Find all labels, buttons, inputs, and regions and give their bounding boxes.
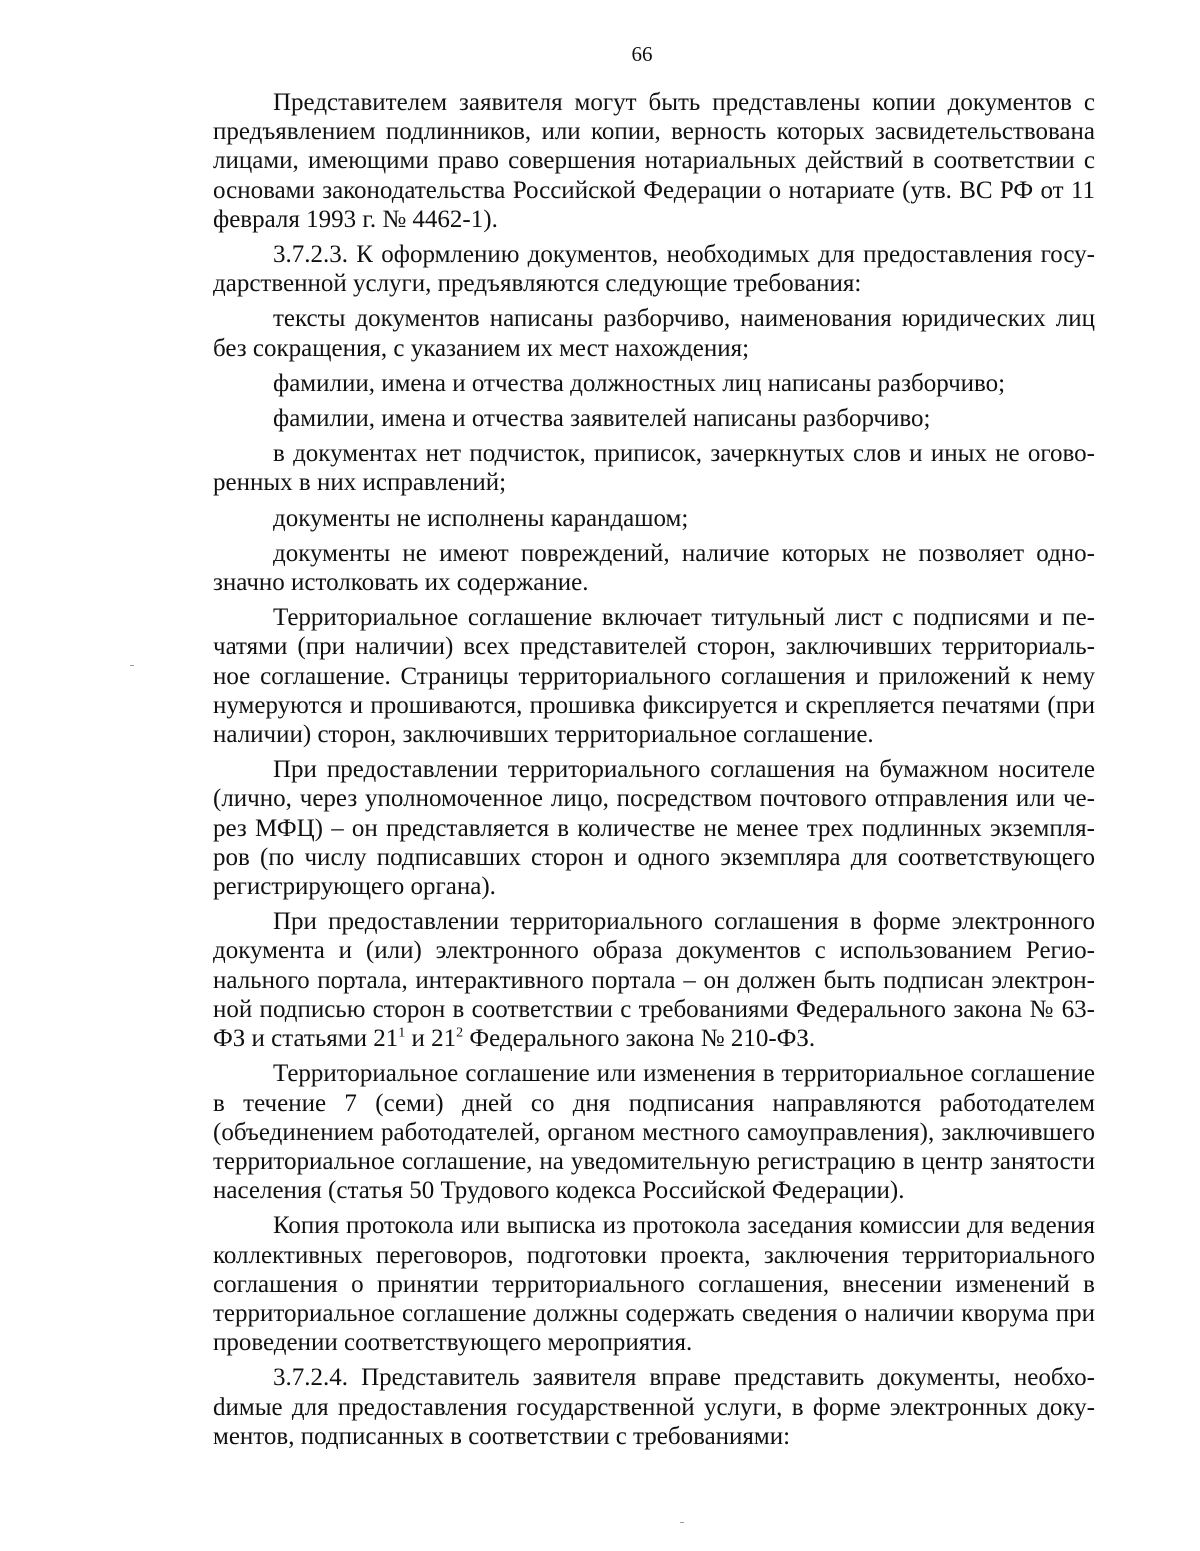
electronic-text-and: и 21 bbox=[405, 1025, 457, 1053]
paragraph-electronic-submission bbox=[213, 907, 1095, 1053]
paragraph-3-7-2-4: 3.7.2.4. Представитель заявителя вправе представить документы, необхоdимые для предоставления государственной услуги, в форме электронных документов, подписанных в соответствии с требованиями: bbox=[213, 1364, 1095, 1450]
electronic-text-main: При предоставлении территориального соглашения в форме электронного документа и (или) электронного образа документов с использованием Регионального портала, интерактивного портала – он должен быть подписан электронной подписью сторон в соответствии с требованиями Федерального закона № 63-ФЗ и статьями 21 bbox=[213, 908, 1095, 1053]
requirement-applicants-names: фамилии, имена и отчества заявителей написаны разборчиво; bbox=[273, 405, 931, 433]
paragraph-registration: Территориальное соглашение или изменения в территориальное соглашение в течение 7 (семи) дней со дня подписания направляются работодателем (объединением работодателей, органом местного самоуправления), заключившего территориальное соглашение, на уведомительную регистрацию в центр занятости населения (статья 50 Трудового кодекса Российской Федерации). bbox=[213, 1060, 1095, 1205]
superscript-1: 1 bbox=[398, 1025, 406, 1041]
requirement-officials-names: фамилии, имена и отчества должностных лиц написаны разборчиво; bbox=[273, 369, 1006, 397]
document-body bbox=[213, 88, 1095, 1451]
paragraph-title-sheet: Территориальное соглашение включает титульный лист с подписями и печатями (при наличии) всех представителей сторон, заключивших территориальное соглашение. Страницы территориального соглашения и приложений к нему нумеруются и прошиваются, прошивка фиксируется и скрепляется печатями (при наличии) сторон, заключивших территориальное соглашение. bbox=[213, 604, 1095, 749]
paragraph-paper-submission: При предоставлении территориального соглашения на бумажном носителе (лично, через уполномоченное лицо, посредством почтового отправления или через МФЦ) – он представляется в количестве не менее трех подлинных экземпляров (по числу подписавших сторон и одного экземпляра для соответствующего регистрирующего органа). bbox=[213, 756, 1095, 901]
requirement-no-damage: документы не имеют повреждений, наличие которых не позволяет однозначно истолковать их содержание. bbox=[213, 539, 1095, 597]
scan-artifact bbox=[680, 1522, 684, 1523]
requirement-legible-texts: тексты документов написаны разборчиво, наименования юридических лиц без сокращения, с указанием их мест нахождения; bbox=[213, 305, 1095, 362]
page-number: 66 bbox=[631, 42, 653, 66]
paragraph-requirements-intro: 3.7.2.3. К оформлению документов, необходимых для предоставления государственной услуги, предъявляются следующие требования: bbox=[213, 241, 1095, 298]
requirement-no-pencil: документы не исполнены карандашом; bbox=[273, 504, 689, 532]
electronic-text-end: Федерального закона № 210-ФЗ. bbox=[463, 1025, 816, 1053]
requirement-no-erasures: в документах нет подчисток, приписок, зачеркнутых слов и иных не оговоренных в них исправлений; bbox=[213, 440, 1095, 497]
scan-artifact bbox=[130, 665, 134, 666]
paragraph-copies: Представителем заявителя могут быть представлены копии документов с предъявлением подлинников, или копии, верность которых засвидетельствована лицами, имеющими право совершения нотариальных действий в соответствии с основами законодательства Российской Федерации о нотариате (утв. ВС РФ от 11 февраля 1993 г. № 4462-1). bbox=[213, 89, 1095, 233]
paragraph-protocol: Копия протокола или выписка из протокола заседания комиссии для ведения коллективных переговоров, подготовки проекта, заключения территориального соглашения о принятии территориального соглашения, внесении изменений в территориальное соглашение должны содержать сведения о наличии кворума при проведении соответствующего мероприятия. bbox=[213, 1212, 1095, 1357]
superscript-2: 2 bbox=[456, 1025, 464, 1041]
